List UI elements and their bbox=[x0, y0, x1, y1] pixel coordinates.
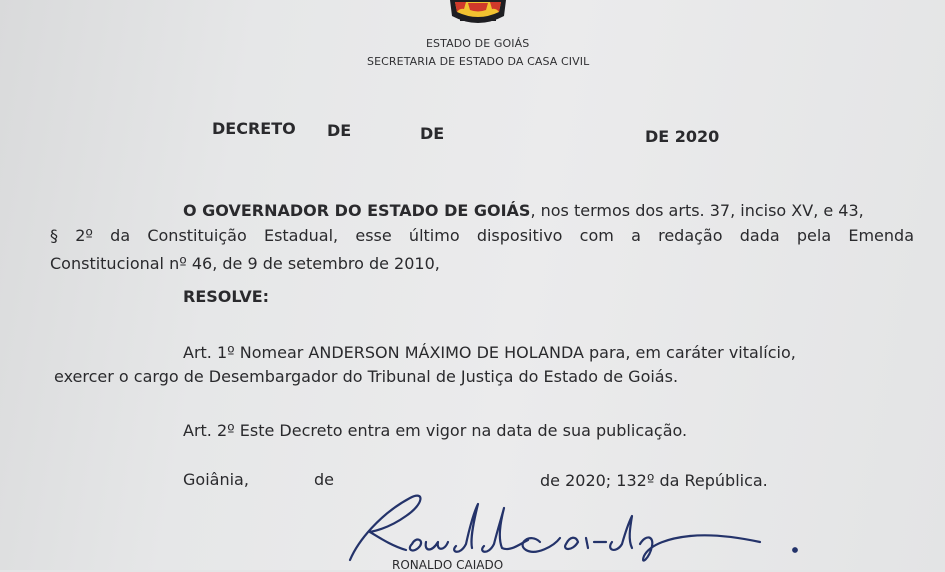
header-secretaria: SECRETARIA DE ESTADO DA CASA CIVIL bbox=[367, 55, 590, 68]
preamble-line-2: § 2º da Constituição Estadual, esse último dispositivo com a redação dada pela Emenda bbox=[50, 226, 914, 245]
resolve-heading: RESOLVE: bbox=[183, 287, 270, 306]
article-1-line-1: Art. 1º Nomear ANDERSON MÁXIMO DE HOLANDA para, em caráter vitalício, bbox=[183, 343, 796, 362]
coat-of-arms-icon bbox=[446, 0, 510, 28]
header-state: ESTADO DE GOIÁS bbox=[426, 37, 530, 50]
signature-name: RONALDO CAIADO bbox=[392, 558, 504, 572]
preamble-line-1-rest: , nos termos dos arts. 37, inciso XV, e 43, bbox=[530, 201, 864, 220]
preamble-line-1 bbox=[183, 201, 864, 220]
decree-title-de-1: DE bbox=[327, 121, 352, 140]
closing-year: de 2020; 132º da República. bbox=[540, 471, 768, 490]
decree-title-word: DECRETO bbox=[212, 119, 296, 138]
decree-title-year: DE 2020 bbox=[645, 127, 720, 146]
article-2: Art. 2º Este Decreto entra em vigor na data de sua publicação. bbox=[183, 421, 688, 440]
closing-city: Goiânia, bbox=[183, 470, 249, 489]
preamble-line-3: Constitucional nº 46, de 9 de setembro de 2010, bbox=[50, 254, 440, 273]
decree-title-de-2: DE bbox=[420, 124, 445, 143]
governor-heading: O GOVERNADOR DO ESTADO DE GOIÁS bbox=[183, 201, 531, 220]
article-1-line-2: exercer o cargo de Desembargador do Tribunal de Justiça do Estado de Goiás. bbox=[54, 367, 679, 386]
closing-de: de bbox=[314, 470, 334, 489]
